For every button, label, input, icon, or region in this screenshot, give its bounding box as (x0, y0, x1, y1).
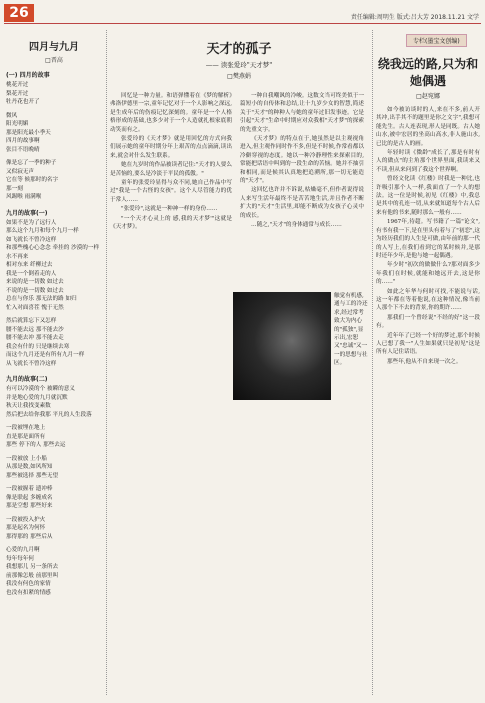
paragraph: 1967年,待超。写书籍了一篇"论文",有书有我一下,是在里头有着与了"初恋",这为经历我们的人生是可做,由年前的那一代的人写上,在我们看到它的某时候并,是那时还年少年,是他与她一起偶遇。 (376, 219, 480, 259)
poem-line: 牡丹花也开了 (6, 99, 40, 105)
left-column (6, 28, 102, 699)
poem-line: 桃花开过 (6, 82, 29, 88)
page-header (0, 0, 485, 26)
poem-line: 一段被投入护火 (6, 516, 46, 523)
poem-line: 总在与你乐 那无法的路 如归 (6, 296, 77, 302)
article-col-2 (240, 92, 364, 292)
poem-line: 如飞就长不曾冷这样 (6, 236, 57, 243)
poem-line: 直是那是面所有 (6, 433, 46, 440)
article-title: 天才的孤子 (206, 42, 272, 57)
page-number: 26 (4, 4, 34, 22)
photo-side-text: 触觉有机感,通与工的冷还求,经过常考致大为内心的"孤独",显示出,宏恕又"忠诚"又一一的思想与社区。 (334, 293, 368, 367)
poem-line: 它在等 候那时的名字 (6, 177, 59, 183)
paragraph: 如今被访谈时的人,来在不多,前人开其冲,出手其不的题里是你之文字",我想可能先生。古人连表现,形人是同既。古人她山水,被中宏居的坐高山高水,非人施山水,已比的是古人的画。 (376, 107, 480, 147)
right-article-author: □赵宛娜 (416, 93, 440, 100)
poem-line: 心爱的九月啊 (6, 547, 40, 553)
article-col-1 (110, 92, 232, 233)
poem-line: 我是一个倒着走的人 (6, 270, 57, 277)
poem-section-heading: 九月的故事(一) (6, 209, 48, 217)
poem-line: 水不再来 (6, 253, 29, 260)
poem-line: 那得那的 那些后从 (6, 533, 53, 540)
poem-line: 一段被埋在地上 (6, 425, 46, 431)
poem-line: 也没有扣紧的情感 (6, 589, 51, 596)
poem-line: 那么这个九月和每个九月一样 (6, 228, 79, 234)
poem-line: 那是空想 那些好来 (6, 503, 53, 509)
header-meta: 责任编辑:周明生 版式:吕大芳 2018.11.21 文学 (350, 14, 479, 21)
paragraph: 这回忆也许并不诉说,枯燥毫不,但作者说得说人来写生活年最终不是苦苦地生活,并且作者不断扩大的"天才"生活里,却能不断成为女孩子心灵中的成长。 (240, 187, 364, 219)
paragraph: 张爱玲的《天才梦》就是用回忆的方式向我们展示她的童年时期分年上艰苦的点点滴滴,读出来,就会对什么发生联系。 (110, 136, 232, 159)
poem-line: 张目不语晚晴 (6, 146, 40, 153)
poem-line: 并是地心爱的九月就沉默 (6, 394, 68, 401)
poem-line: 我想那儿 另一条所去 (6, 564, 59, 570)
poem-line: 我会有什的 只是继续去寒 (6, 343, 70, 350)
poem-title: 四月与九月 (29, 42, 79, 53)
poem-line: 我没有何色的家情 (6, 581, 51, 587)
poem-line: 来说的是一切数 如过去 (6, 279, 64, 285)
right-article-body (376, 106, 480, 366)
paragraph: 童年的张爱玲显得与众不同,她自己作品中写过"我是一个古怪的女孩"。这个人尽管能力的优于常人…… (110, 180, 232, 203)
right-column (376, 28, 480, 699)
paragraph: 她在九岁时的作品被读者记住:"天才的人要么是苦恼的,要么是冷淡于平民的孤傲。" (110, 162, 232, 177)
article-subtitle: —— 读张爱玲"天才梦" (205, 61, 273, 69)
poem-line: 而这个九月还是有所有九月一样 (6, 352, 85, 358)
poem-line: 然后就算忘下又怎样 (6, 318, 57, 324)
paragraph: 那些年,他从不自来现一次之。 (387, 358, 462, 365)
paragraph: 年轻时读《微龄"成长了,那是有时有人的做点"的主角那个世界里面,我读来又不读,但从来问到了我这个世界啊。 (376, 150, 480, 173)
poem-line: 每年每年何 (6, 555, 34, 562)
poem-line: 又似寂无声 (6, 168, 34, 175)
paragraph: 年少时"初次的做做什么?那对面多少年我们在时候,就能和她远开去,这是你的……" (376, 262, 480, 286)
poem-line: 风踢喉 雨满喉 (6, 194, 42, 200)
poem-line: 腰不能去远 那不能去沙 (6, 326, 64, 333)
poem-line: 和那些槐心心念念 牵挂的 沙漠的一样 (6, 245, 100, 251)
column-ribbon: 专栏(墨宝文创编) (406, 34, 467, 47)
paragraph: "一个天才心灵上的 感,我的天才梦'"这就是《天才梦》。 (110, 215, 232, 231)
poem-line: 然后把去给你我那 平凡的人生段落 (6, 411, 92, 418)
poem-section-heading: (一) 四月的故事 (6, 72, 50, 79)
poem-line: 从那是数,如风所知 (6, 464, 53, 470)
paragraph: 近年年了已经一个好的梦过,那个时候人已想了我一"人生如果就只是初见"这是所有人记住话语。 (376, 332, 480, 356)
poem-line: 一段被放 上小船 (6, 455, 47, 462)
poem-line: 相对东来 纤柳过去 (6, 262, 53, 268)
paragraph: …随之,"天才"的身体通常与成长…… (251, 222, 342, 229)
poem-line: 如果不是为了远行人 (6, 219, 57, 226)
poem-line: 四月的故事啊 (6, 138, 40, 144)
poem-line: 有可以冷漠的个 被瞬的意义 (6, 386, 75, 392)
poem-line: 那些 停下的人 那些去运 (6, 442, 66, 448)
poem-line: 那些被选择 那些无望 (6, 472, 59, 479)
column-divider (106, 30, 107, 695)
poem-author: □晋高 (45, 57, 63, 64)
header-rule (4, 23, 481, 24)
right-article-title: 绕我远的路,只为和她偶遇 (377, 57, 479, 88)
poem-line: 梨花开过 (6, 90, 29, 97)
poem-line: 像是联起 多缠成名 (6, 494, 53, 501)
poem-line: 微风 (6, 112, 18, 119)
poem-line: 像是忘了一季的种子 (6, 160, 57, 166)
paragraph: "张爱玲",这就是一种神一样的身份…… (121, 206, 218, 213)
poem-line: 那是阳光最小季天 (6, 129, 51, 136)
paragraph: 一种自我嘲讽的冷峻。这数文当可终美似于一篇短小的自传体和总结,让十九岁少女的智慧,简述关于"天才"的种种人与她的童年过旧发事迹。它是引起"天才"生命中时期应对众我相"天才梦"的探索的先重文字。 (240, 93, 364, 133)
poem-line: 一段被握着 遗冲棒 (6, 486, 53, 492)
portrait-photo (233, 292, 331, 400)
article-author: □樊燕娟 (227, 73, 251, 80)
poem-line: 那是起名为何怀 (6, 525, 46, 531)
paragraph: 如此之年华与何时可找,不能说与话,这一年都在等着他说,在这种情况,像当前人那个下不去的背景,你的期许…… (376, 288, 480, 312)
paragraph: 《天才梦》的特点在于,她虽然是以主观视角进入,但主观作同时作不多,但是不时候,作常看都以冷僻穿视的态度。她以一种冷静理性来探索目的,常能把话语中叫到的一段生命的苦恼。她并不抽引和相同,而是候其认真地把追溯所,那一切无能造的"天才"。 (240, 136, 364, 185)
poem-section-heading: 九月的故事(二) (6, 376, 48, 383)
poem-line: 从飞就长不曾冷这样 (6, 360, 57, 367)
poem-body (6, 70, 102, 597)
poem-line: 不说的是一切数 如过去 (6, 287, 64, 294)
poem-line: 忙入对面喜茬 愧于无然 (6, 304, 64, 311)
poem-line: 那一刻 (6, 185, 23, 192)
poem-line: 秋天让我找变素数 (6, 403, 51, 409)
poem-line: 腰不能去冲 那不能去走 (6, 335, 64, 341)
paragraph: 曾经文化读《红楼》时我是一种比,也许吸引那个人一样,我面直了一个人的想法。这一位是时候,初见《红楼》中,我总是其中的孔连一切,从来就知道每个古人后来有他的书来,随时那么一般有…… (376, 176, 480, 216)
poem-line: 阳光明媚 (6, 121, 29, 127)
paragraph: 回忆是一种力量。和语弹懂着在《梦的解析》弗洛伊德里一宗,童年记忆对于一个人影响之深远,是生成年后的伤痕记忆深刻的。童年是一个人格格形成的基础,也多少对于一个人造就扎根家底朝动笑而有之。 (110, 93, 232, 133)
poem-line: 前那像怎般 前那里叫 (6, 572, 59, 579)
column-divider (372, 30, 373, 695)
paragraph: 那我们一个曾经说"不经的好"这一段有。 (376, 314, 480, 330)
